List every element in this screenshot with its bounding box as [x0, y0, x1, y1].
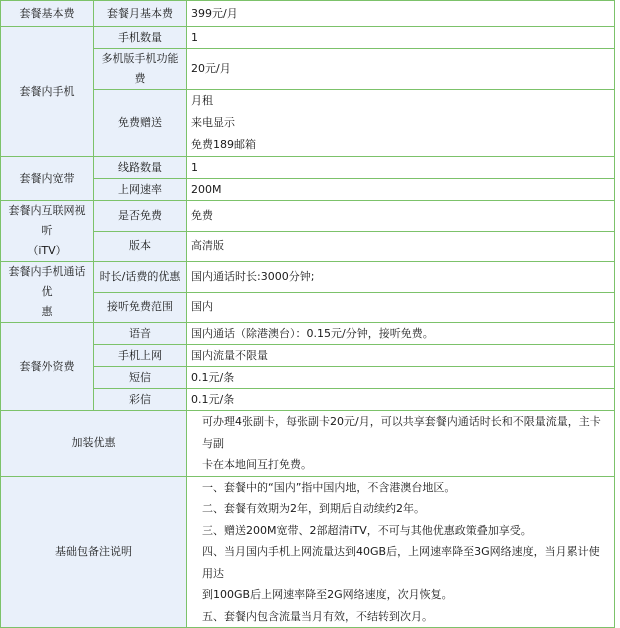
- table-row: [1, 367, 615, 389]
- addon-line: 卡在本地间互打免费。: [202, 458, 312, 471]
- call-duration-value: 国内通话时长:3000分钟;: [187, 262, 615, 293]
- table-row: [1, 231, 615, 262]
- multi-phone-fee-item: 多机版手机功能费: [94, 49, 187, 90]
- call-duration-item: 时长/话费的优惠: [94, 262, 187, 293]
- speed-value: 200M: [187, 179, 615, 201]
- addon-value: [187, 411, 615, 477]
- table-row: [1, 345, 615, 367]
- table-row: [1, 262, 615, 293]
- sms-value: 0.1元/条: [187, 367, 615, 389]
- itv-version-value: 高清版: [187, 231, 615, 262]
- itv-free-value: 免费: [187, 201, 615, 232]
- call-discount-label: [1, 262, 94, 323]
- multi-phone-fee-value: 20元/月: [187, 49, 615, 90]
- line-count-value: 1: [187, 157, 615, 179]
- table-row: [1, 157, 615, 179]
- notes-value: [187, 476, 615, 628]
- table-row: [1, 389, 615, 411]
- mobile-data-item: 手机上网: [94, 345, 187, 367]
- broadband-label: 套餐内宽带: [1, 157, 94, 201]
- phone-qty-item: 手机数量: [94, 27, 187, 49]
- note-line: 三、赠送200M宽带、2部超清iTV，不可与其他优惠政策叠加享受。: [202, 523, 532, 537]
- note-line: 五、套餐内包含流量当月有效，不结转到次月。: [202, 609, 433, 623]
- base-fee-value: 399元/月: [187, 1, 615, 27]
- free-gift-item: 免费赠送: [94, 90, 187, 157]
- itv-label-line: 套餐内互联网视听: [8, 204, 86, 237]
- mobile-label: 套餐内手机: [1, 27, 94, 157]
- table-row: [1, 49, 615, 90]
- mms-value: 0.1元/条: [187, 389, 615, 411]
- phone-qty-value: 1: [187, 27, 615, 49]
- note-line: 到100GB后上网速率降至2G网络速度，次月恢复。: [202, 588, 453, 601]
- itv-version-item: 版本: [94, 231, 187, 262]
- free-gift-line: 免费189邮箱: [191, 138, 256, 151]
- base-fee-label: 套餐基本费: [1, 1, 94, 27]
- sms-item: 短信: [94, 367, 187, 389]
- note-line: 二、套餐有效期为2年，到期后自动续约2年。: [202, 502, 425, 515]
- addon-line: 可办理4张副卡，每张副卡20元/月，可以共享套餐内通话时长和不限量流量，主卡与副: [202, 415, 601, 450]
- table-row: [1, 323, 615, 345]
- base-fee-item: 套餐月基本费: [94, 1, 187, 27]
- table-row: [1, 179, 615, 201]
- itv-free-item: 是否免费: [94, 201, 187, 232]
- table-row: [1, 27, 615, 49]
- note-line: 一、套餐中的“国内”指中国内地，不含港澳台地区。: [202, 480, 456, 494]
- table-row: [1, 90, 615, 157]
- table-row: [1, 1, 615, 27]
- free-gift-line: 月租: [191, 94, 213, 107]
- voice-value: 国内通话（除港澳台）：0.15元/分钟，接听免费。: [187, 323, 615, 345]
- speed-item: 上网速率: [94, 179, 187, 201]
- table-row: [1, 476, 615, 628]
- note-line: 四、当月国内手机上网流量达到40GB后，上网速率降至3G网络速度，当月累计使用达: [202, 545, 600, 580]
- table-row: [1, 201, 615, 232]
- free-gift-value: [187, 90, 615, 157]
- itv-label: [1, 201, 94, 262]
- addon-label: 加装优惠: [1, 411, 187, 477]
- mms-item: 彩信: [94, 389, 187, 411]
- itv-label-line: （iTV）: [27, 244, 67, 257]
- free-answer-item: 接听免费范围: [94, 292, 187, 323]
- voice-item: 语音: [94, 323, 187, 345]
- call-discount-label-line: 惠: [41, 305, 53, 318]
- free-answer-value: 国内: [187, 292, 615, 323]
- extra-fee-label: 套餐外资费: [1, 323, 94, 411]
- line-count-item: 线路数量: [94, 157, 187, 179]
- mobile-data-value: 国内流量不限量: [187, 345, 615, 367]
- call-discount-label-line: 套餐内手机通话优: [8, 265, 86, 298]
- free-gift-line: 来电显示: [191, 116, 235, 129]
- table-row: [1, 411, 615, 477]
- table-row: [1, 292, 615, 323]
- notes-label: 基础包备注说明: [1, 476, 187, 628]
